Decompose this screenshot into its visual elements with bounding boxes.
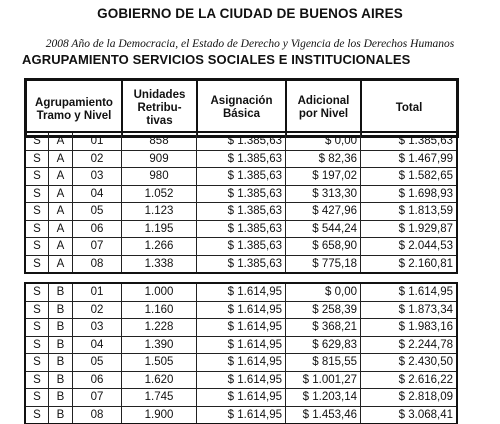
cell-adicional: $ 82,36: [286, 150, 361, 168]
cell-total: $ 2.616,22: [361, 371, 457, 389]
table-row: [26, 301, 457, 319]
cell-total: $ 1.983,16: [361, 319, 457, 337]
cell-agrupamiento: S: [26, 371, 49, 389]
cell-nivel: 05: [73, 354, 122, 372]
cell-tramo: B: [49, 301, 73, 319]
cell-agrupamiento: S: [26, 336, 49, 354]
cell-total: $ 3.068,41: [361, 406, 457, 424]
cell-adicional: $ 658,90: [286, 238, 361, 256]
cell-agrupamiento: S: [26, 203, 49, 221]
cell-agrupamiento: S: [26, 168, 49, 186]
header-asignacion-line2: Básica: [222, 108, 261, 120]
table-group-a: [25, 132, 457, 273]
table-row: [26, 336, 457, 354]
cell-adicional: $ 544,24: [286, 220, 361, 238]
cell-agrupamiento: S: [26, 185, 49, 203]
cell-agrupamiento: S: [26, 238, 49, 256]
cell-unidades: 1.195: [122, 220, 197, 238]
table-row: [26, 406, 457, 424]
cell-nivel: 07: [73, 389, 122, 407]
table-row: [26, 354, 457, 372]
cell-asignacion: $ 1.614,95: [197, 284, 286, 302]
table-row: [26, 319, 457, 337]
cell-tramo: A: [49, 185, 73, 203]
header-unidades: [122, 80, 197, 136]
cell-adicional: $ 0,00: [286, 284, 361, 302]
header-total: [361, 80, 457, 136]
cell-total: $ 1.582,65: [361, 168, 457, 186]
cell-tramo: A: [49, 150, 73, 168]
cell-agrupamiento: S: [26, 406, 49, 424]
cell-total: $ 2.430,50: [361, 354, 457, 372]
cell-tramo: A: [49, 203, 73, 221]
cell-asignacion: $ 1.614,95: [197, 319, 286, 337]
cell-agrupamiento: S: [26, 220, 49, 238]
table-row: [26, 185, 457, 203]
cell-agrupamiento: S: [26, 319, 49, 337]
cell-unidades: 1.900: [122, 406, 197, 424]
table-row: [26, 284, 457, 302]
cell-unidades: 1.052: [122, 185, 197, 203]
table-row: [26, 220, 457, 238]
header-adicional: [286, 80, 361, 136]
cell-asignacion: $ 1.385,63: [197, 255, 286, 273]
table-row: [26, 133, 457, 151]
cell-asignacion: $ 1.614,95: [197, 336, 286, 354]
cell-asignacion: $ 1.614,95: [197, 406, 286, 424]
cell-tramo: A: [49, 255, 73, 273]
cell-unidades: 1.228: [122, 319, 197, 337]
cell-unidades: 1.338: [122, 255, 197, 273]
cell-nivel: 06: [73, 371, 122, 389]
cell-agrupamiento: S: [26, 301, 49, 319]
cell-nivel: 06: [73, 220, 122, 238]
cell-asignacion: $ 1.614,95: [197, 301, 286, 319]
table-row: [26, 371, 457, 389]
cell-asignacion: $ 1.385,63: [197, 133, 286, 151]
cell-asignacion: $ 1.385,63: [197, 220, 286, 238]
header-unidades-line3: tivas: [146, 114, 173, 127]
cell-asignacion: $ 1.614,95: [197, 354, 286, 372]
cell-tramo: B: [49, 389, 73, 407]
cell-unidades: 858: [122, 133, 197, 151]
cell-unidades: 1.745: [122, 389, 197, 407]
cell-tramo: B: [49, 284, 73, 302]
cell-nivel: 03: [73, 319, 122, 337]
table-row: [26, 255, 457, 273]
header-adicional-line1: Adicional: [297, 95, 350, 107]
cell-asignacion: $ 1.614,95: [197, 389, 286, 407]
cell-unidades: 1.390: [122, 336, 197, 354]
cell-total: $ 1.385,63: [361, 133, 457, 151]
cell-nivel: 04: [73, 336, 122, 354]
cell-tramo: B: [49, 371, 73, 389]
cell-unidades: 980: [122, 168, 197, 186]
table-row: [26, 203, 457, 221]
cell-unidades: 1.505: [122, 354, 197, 372]
cell-nivel: 03: [73, 168, 122, 186]
cell-adicional: $ 1.453,46: [286, 406, 361, 424]
table-row: [26, 389, 457, 407]
cell-total: $ 2.160,81: [361, 255, 457, 273]
header-unidades-line2: Retribu-: [137, 101, 182, 114]
cell-adicional: $ 775,18: [286, 255, 361, 273]
cell-total: $ 1.873,34: [361, 301, 457, 319]
cell-adicional: $ 1.203,14: [286, 389, 361, 407]
cell-nivel: 05: [73, 203, 122, 221]
cell-unidades: 909: [122, 150, 197, 168]
cell-unidades: 1.266: [122, 238, 197, 256]
header-agrupamiento: [26, 80, 122, 136]
cell-tramo: A: [49, 220, 73, 238]
header-unidades-line1: Unidades: [133, 88, 186, 101]
cell-nivel: 02: [73, 301, 122, 319]
cell-agrupamiento: S: [26, 389, 49, 407]
cell-nivel: 08: [73, 255, 122, 273]
cell-adicional: $ 368,21: [286, 319, 361, 337]
cell-tramo: B: [49, 406, 73, 424]
cell-asignacion: $ 1.614,95: [197, 371, 286, 389]
cell-nivel: 01: [73, 284, 122, 302]
cell-agrupamiento: S: [26, 354, 49, 372]
cell-total: $ 1.813,59: [361, 203, 457, 221]
cell-tramo: B: [49, 354, 73, 372]
cell-tramo: B: [49, 336, 73, 354]
cell-nivel: 02: [73, 150, 122, 168]
cell-nivel: 04: [73, 185, 122, 203]
cell-total: $ 2.244,78: [361, 336, 457, 354]
cell-asignacion: $ 1.385,63: [197, 185, 286, 203]
cell-agrupamiento: S: [26, 284, 49, 302]
section-heading: AGRUPAMIENTO SERVICIOS SOCIALES E INSTITUCIONALES: [22, 52, 411, 67]
cell-unidades: 1.620: [122, 371, 197, 389]
cell-adicional: $ 313,30: [286, 185, 361, 203]
cell-tramo: B: [49, 319, 73, 337]
cell-asignacion: $ 1.385,63: [197, 203, 286, 221]
cell-asignacion: $ 1.385,63: [197, 238, 286, 256]
cell-adicional: $ 815,55: [286, 354, 361, 372]
cell-total: $ 1.467,99: [361, 150, 457, 168]
cell-total: $ 2.818,09: [361, 389, 457, 407]
cell-total: $ 1.698,93: [361, 185, 457, 203]
cell-adicional: $ 258,39: [286, 301, 361, 319]
cell-agrupamiento: S: [26, 255, 49, 273]
cell-agrupamiento: S: [26, 133, 49, 151]
cell-tramo: A: [49, 133, 73, 151]
cell-agrupamiento: S: [26, 150, 49, 168]
cell-adicional: $ 427,96: [286, 203, 361, 221]
cell-nivel: 01: [73, 133, 122, 151]
table-row: [26, 238, 457, 256]
cell-total: $ 2.044,53: [361, 238, 457, 256]
cell-tramo: A: [49, 168, 73, 186]
header-total-line1: Total: [395, 101, 423, 114]
document-subtitle: 2008 Año de la Democracia, el Estado de Derecho y Vigencia de los Derechos Humanos: [45, 38, 455, 50]
cell-unidades: 1.000: [122, 284, 197, 302]
cell-adicional: $ 629,83: [286, 336, 361, 354]
cell-nivel: 07: [73, 238, 122, 256]
cell-asignacion: $ 1.385,63: [197, 168, 286, 186]
cell-unidades: 1.123: [122, 203, 197, 221]
cell-total: $ 1.614,95: [361, 284, 457, 302]
header-asignacion-line1: Asignación: [210, 95, 273, 107]
table-group-b: [25, 283, 457, 424]
header-agrupamiento-line2: Tramo y Nivel: [36, 110, 112, 122]
cell-tramo: A: [49, 238, 73, 256]
cell-total: $ 1.929,87: [361, 220, 457, 238]
document-title: GOBIERNO DE LA CIUDAD DE BUENOS AIRES: [97, 6, 403, 21]
table-row: [26, 150, 457, 168]
cell-adicional: $ 1.001,27: [286, 371, 361, 389]
table-row: [26, 168, 457, 186]
cell-unidades: 1.160: [122, 301, 197, 319]
cell-asignacion: $ 1.385,63: [197, 150, 286, 168]
header-asignacion: [197, 80, 286, 136]
cell-adicional: $ 197,02: [286, 168, 361, 186]
header-agrupamiento-line1: Agrupamiento: [35, 97, 113, 109]
header-adicional-line2: por Nivel: [298, 108, 349, 120]
table-header: [25, 79, 458, 137]
cell-nivel: 08: [73, 406, 122, 424]
cell-adicional: $ 0,00: [286, 133, 361, 151]
